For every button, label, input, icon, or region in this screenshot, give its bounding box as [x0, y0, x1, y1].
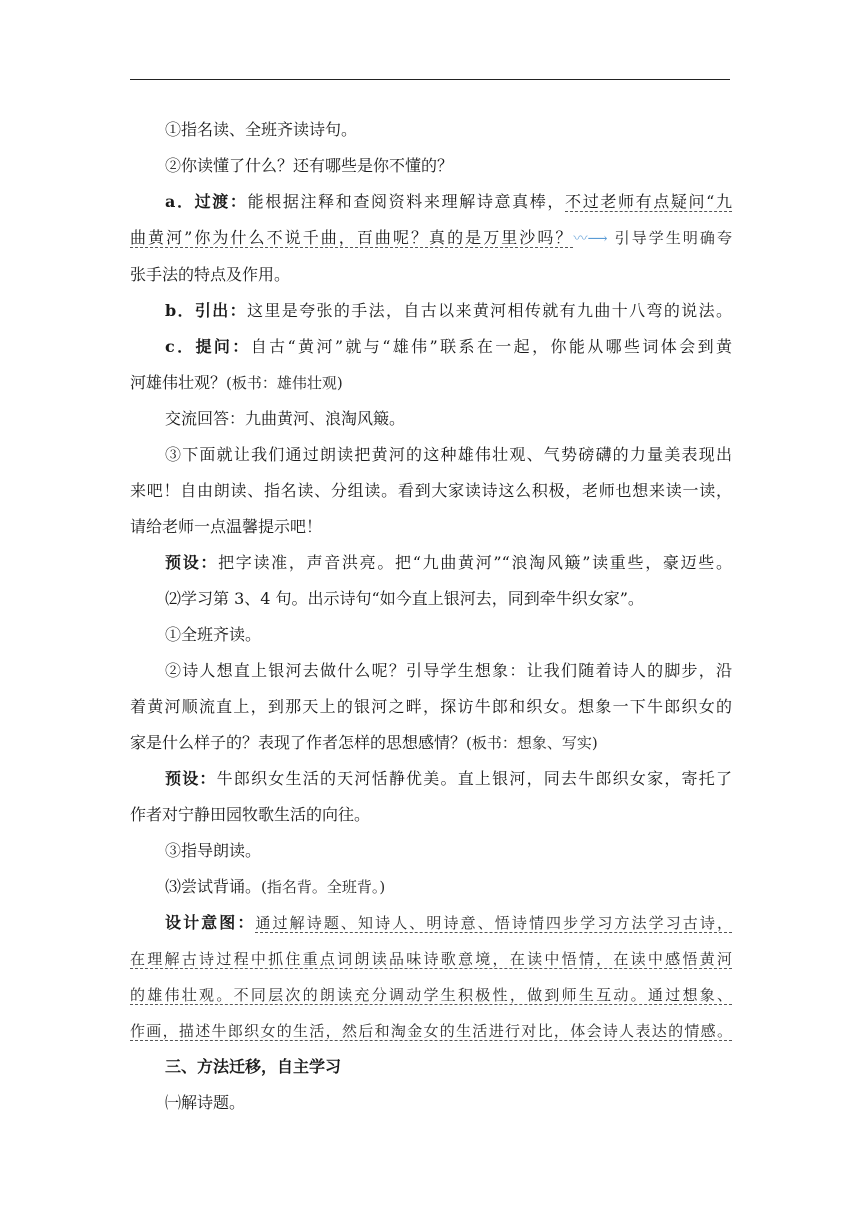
label-design: 设计意图：	[165, 913, 256, 932]
text-recite: ⑶尝试背诵。	[165, 877, 262, 896]
para-transition	[130, 184, 732, 220]
text-imagine-end: 家是什么样子的？表现了作者怎样的思想感情？	[130, 733, 467, 752]
para-design-2	[130, 941, 732, 977]
design-text-3: 的雄伟壮观。不同层次的朗读充分调动学生积极性，做到师生互动。通过想象、	[130, 986, 732, 1004]
para-guide-read: ③指导朗读。	[165, 841, 262, 860]
text-transition: 能根据注释和查阅资料来理解诗意真棒，	[247, 192, 566, 211]
para-intro	[130, 293, 732, 329]
para-imagine-cont: 着黄河顺流直上，到那天上的银河之畔，探访牛郎和织女。想象一下牛郎织女的	[130, 697, 732, 716]
para-3: ③下面就让我们通过朗读把黄河的这种雄伟壮观、气势磅礴的力量美表现出	[165, 445, 732, 464]
para-question	[130, 329, 732, 365]
wave-mark-icon: 〰⟶	[573, 231, 608, 247]
para-transition-end: 张手法的特点及作用。	[130, 265, 291, 284]
handwritten-note-a: 不过老师有点疑问“九	[565, 192, 732, 211]
para-imagine-end	[130, 725, 732, 761]
para-study-34: ⑵学习第 3、4 句。出示诗句“如今直上银河去，同到牵牛织女家”。	[165, 589, 644, 608]
para-design-3	[130, 977, 732, 1013]
para-title-explain: ㈠解诗题。	[165, 1093, 246, 1112]
text-question: 自古“黄河”就与“雄伟”联系在一起，你能从哪些词体会到黄	[250, 337, 732, 356]
para-imagine: ②诗人想直上银河去做什么呢？引导学生想象：让我们随着诗人的脚步，沿	[165, 661, 732, 680]
para-recite	[130, 869, 732, 905]
para-2: ②你读懂了什么？还有哪些是你不懂的？	[165, 156, 454, 175]
board-note-1: (板书：雄伟壮观)	[226, 374, 343, 392]
text-question-cont: 河雄伟壮观？	[130, 373, 227, 392]
para-preset-2-end: 作者对宁静田园牧歌生活的向往。	[130, 805, 371, 824]
para-read-all: ①全班齐读。	[165, 625, 262, 644]
handwritten-note-b: 曲黄河”你为什么不说千曲，百曲呢？真的是万里沙吗？	[130, 228, 574, 247]
label-intro: b．引出：	[165, 301, 248, 320]
para-answer: 交流回答：九曲黄河、浪淘风簸。	[165, 409, 406, 428]
section-heading-3: 三、方法迁移，自主学习	[165, 1057, 342, 1076]
text-preset-1: 把字读准，声音洪亮。把“九曲黄河”“浪淘风簸”读重些，豪迈些。	[218, 553, 732, 572]
text-intro: 这里是夸张的手法，自古以来黄河相传就有九曲十八弯的说法。	[247, 301, 732, 320]
para-3-end: 请给老师一点温馨提示吧！	[130, 517, 323, 536]
recite-note: (指名背。全班背。)	[261, 878, 386, 896]
para-design-4	[130, 1013, 732, 1049]
design-text-4: 作画，描述牛郎织女的生活，然后和淘金女的生活进行对比，体会诗人表达的情感。	[130, 1022, 732, 1040]
para-1: ①指名读、全班齐读诗句。	[165, 120, 358, 139]
para-transition-cont	[130, 220, 732, 257]
para-3-cont: 来吧！自由朗读、指名读、分组读。看到大家读诗这么积极，老师也想来读一读，	[130, 481, 732, 500]
label-preset-1: 预设：	[165, 553, 219, 572]
label-preset-2: 预设：	[165, 769, 217, 788]
para-design	[130, 905, 732, 941]
board-note-2: (板书：想象、写实)	[466, 734, 598, 752]
design-text-1: 通过解诗题、知诗人、明诗意、悟诗情四步学习方法学习古诗，	[255, 914, 732, 932]
text-preset-2: 牛郎织女生活的天河恬静优美。直上银河，同去牛郎织女家，寄托了	[216, 769, 732, 788]
lesson-body	[130, 112, 732, 1121]
para-preset-1	[130, 545, 732, 581]
para-preset-2	[130, 761, 732, 797]
label-transition: a．过渡：	[165, 192, 248, 211]
para-question-cont	[130, 365, 732, 401]
design-text-2: 在理解古诗过程中抓住重点词朗读品味诗歌意境，在读中悟情，在读中感悟黄河	[130, 950, 732, 968]
label-question: c．提问：	[165, 337, 251, 356]
header-rule	[130, 79, 730, 80]
handwritten-note-c: 引导学生明确夸	[614, 229, 732, 247]
